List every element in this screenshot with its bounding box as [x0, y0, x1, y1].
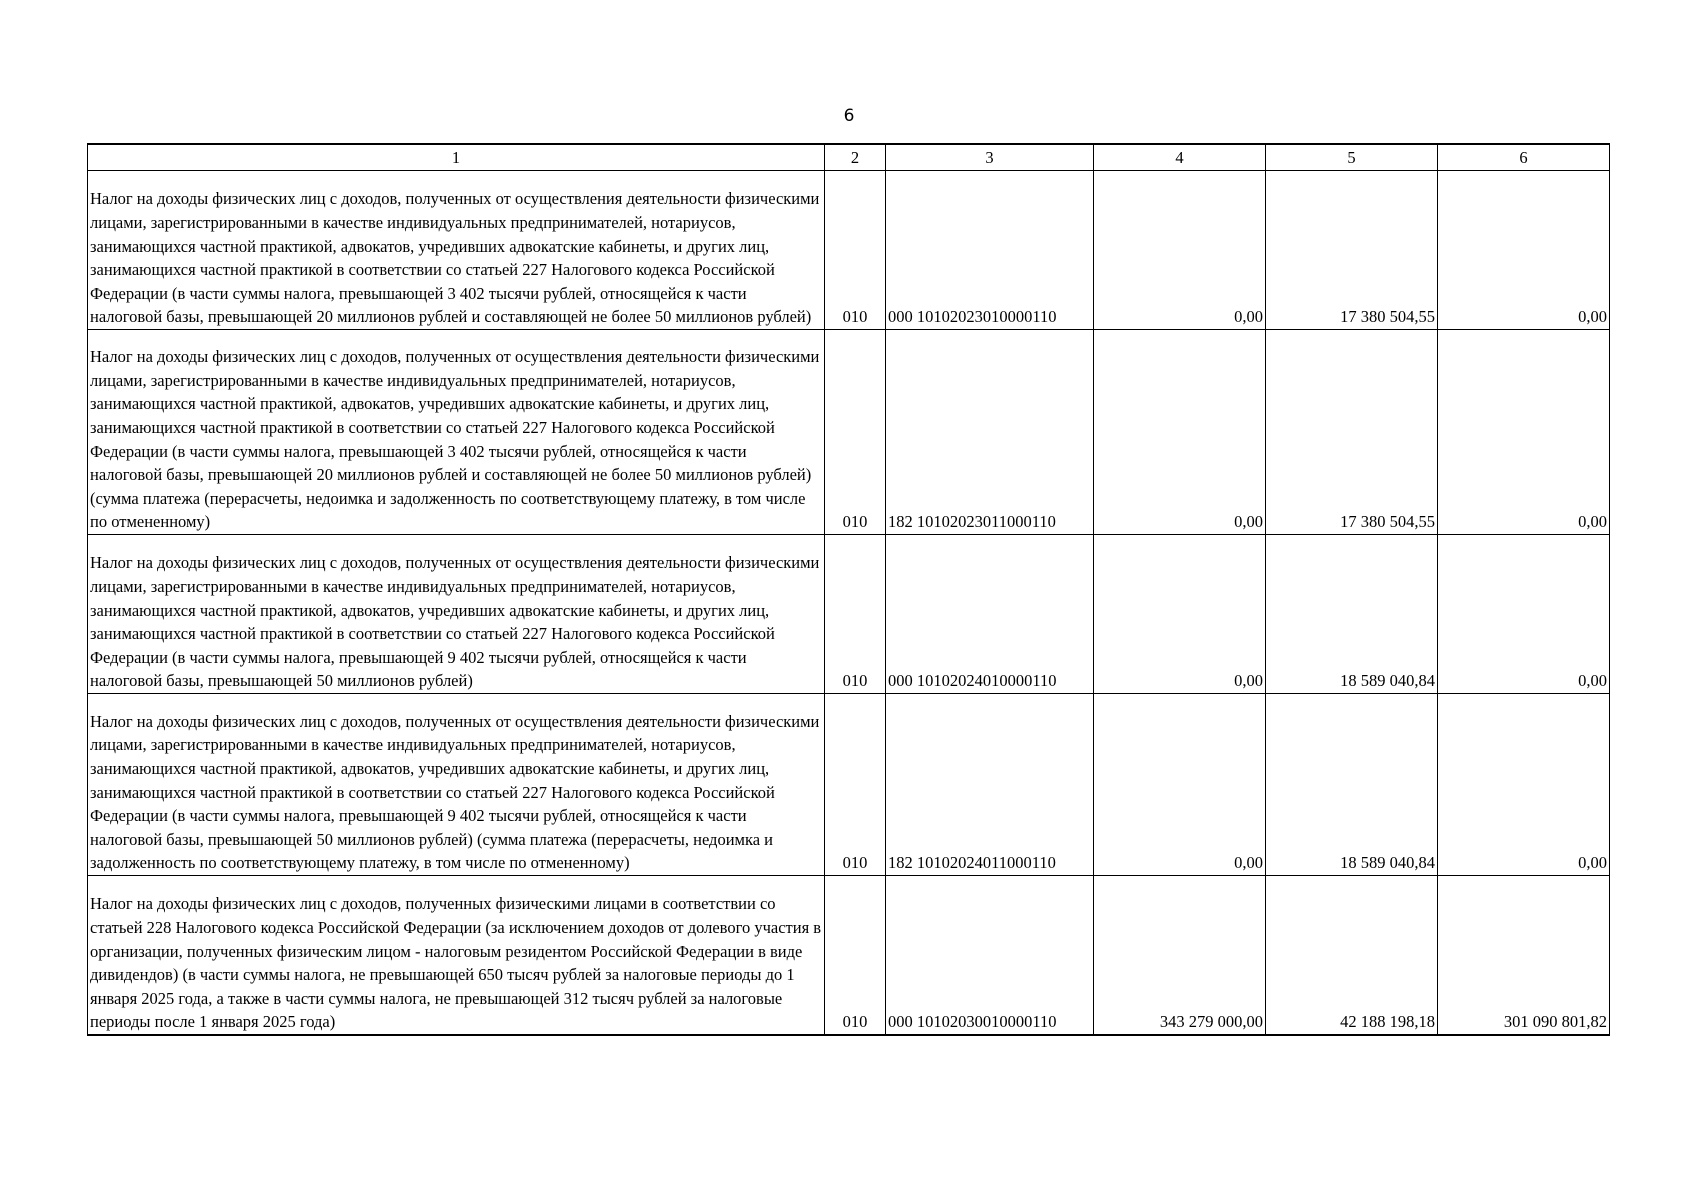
row-description: Налог на доходы физических лиц с доходов, полученных от осуществления деятельности физическими лицами, зарегистрированными в качестве индивидуальных предпринимателей, нотариусов, занимающихся частной практикой, адвокатов, учредивших адвокатские кабинеты, и других лиц, занимающихся частной практикой в соответствии со статьей 227 Налогового кодекса Российской Федерации (в части суммы налога, превышающей 3 402 тысячи рублей, относящейся к части налоговой базы, превышающей 20 миллионов рублей и составляющей не более 50 миллионов рублей) (сумма платежа (перерасчеты, недоимка и задолженность по соответствующему платежу, в том числе по отмененному)	[88, 330, 825, 535]
row-budget-code: 000 10102030010000110	[886, 876, 1094, 1036]
table-row	[88, 876, 1610, 1036]
row-line-code: 010	[825, 171, 886, 330]
table-row	[88, 330, 1610, 535]
table-header	[88, 144, 1610, 171]
table-body	[88, 171, 1610, 1036]
header-row	[88, 144, 1610, 171]
page-number: 6	[843, 106, 855, 126]
row-budget-code: 182 10102023011000110	[886, 330, 1094, 535]
table-row	[88, 535, 1610, 694]
row-description: Налог на доходы физических лиц с доходов, полученных от осуществления деятельности физическими лицами, зарегистрированными в качестве индивидуальных предпринимателей, нотариусов, занимающихся частной практикой, адвокатов, учредивших адвокатские кабинеты, и других лиц, занимающихся частной практикой в соответствии со статьей 227 Налогового кодекса Российской Федерации (в части суммы налога, превышающей 9 402 тысячи рублей, относящейся к части налоговой базы, превышающей 50 миллионов рублей) (сумма платежа (перерасчеты, недоимка и задолженность по соответствующему платежу, в том числе по отмененному)	[88, 694, 825, 876]
budget-table	[87, 143, 1610, 1036]
row-description: Налог на доходы физических лиц с доходов, полученных от осуществления деятельности физическими лицами, зарегистрированными в качестве индивидуальных предпринимателей, нотариусов, занимающихся частной практикой, адвокатов, учредивших адвокатские кабинеты, и других лиц, занимающихся частной практикой в соответствии со статьей 227 Налогового кодекса Российской Федерации (в части суммы налога, превышающей 9 402 тысячи рублей, относящейся к части налоговой базы, превышающей 50 миллионов рублей)	[88, 535, 825, 694]
row-value-col6: 0,00	[1438, 694, 1610, 876]
row-value-col6: 0,00	[1438, 330, 1610, 535]
row-value-col5: 17 380 504,55	[1266, 330, 1438, 535]
row-budget-code: 000 10102023010000110	[886, 171, 1094, 330]
row-description: Налог на доходы физических лиц с доходов, полученных физическими лицами в соответствии со статьей 228 Налогового кодекса Российской Федерации (за исключением доходов от долевого участия в организации, полученных физическим лицом - налоговым резидентом Российской Федерации в виде дивидендов) (в части суммы налога, не превышающей 650 тысяч рублей за налоговые периоды до 1 января 2025 года, а также в части суммы налога, не превышающей 312 тысяч рублей за налоговые периоды после 1 января 2025 года)	[88, 876, 825, 1036]
row-value-col4: 343 279 000,00	[1094, 876, 1266, 1036]
column-header-4: 4	[1094, 144, 1266, 171]
row-description: Налог на доходы физических лиц с доходов, полученных от осуществления деятельности физическими лицами, зарегистрированными в качестве индивидуальных предпринимателей, нотариусов, занимающихся частной практикой, адвокатов, учредивших адвокатские кабинеты, и других лиц, занимающихся частной практикой в соответствии со статьей 227 Налогового кодекса Российской Федерации (в части суммы налога, превышающей 3 402 тысячи рублей, относящейся к части налоговой базы, превышающей 20 миллионов рублей и составляющей не более 50 миллионов рублей)	[88, 171, 825, 330]
row-line-code: 010	[825, 876, 886, 1036]
row-value-col4: 0,00	[1094, 535, 1266, 694]
column-header-3: 3	[886, 144, 1094, 171]
row-line-code: 010	[825, 694, 886, 876]
row-value-col6: 301 090 801,82	[1438, 876, 1610, 1036]
row-value-col6: 0,00	[1438, 171, 1610, 330]
row-value-col5: 18 589 040,84	[1266, 535, 1438, 694]
table-row	[88, 694, 1610, 876]
row-value-col5: 17 380 504,55	[1266, 171, 1438, 330]
row-value-col4: 0,00	[1094, 171, 1266, 330]
row-value-col6: 0,00	[1438, 535, 1610, 694]
row-value-col5: 42 188 198,18	[1266, 876, 1438, 1036]
row-line-code: 010	[825, 330, 886, 535]
row-line-code: 010	[825, 535, 886, 694]
column-header-5: 5	[1266, 144, 1438, 171]
row-value-col4: 0,00	[1094, 694, 1266, 876]
row-budget-code: 000 10102024010000110	[886, 535, 1094, 694]
row-value-col5: 18 589 040,84	[1266, 694, 1438, 876]
row-budget-code: 182 10102024011000110	[886, 694, 1094, 876]
column-header-6: 6	[1438, 144, 1610, 171]
column-header-2: 2	[825, 144, 886, 171]
column-header-1: 1	[88, 144, 825, 171]
table-row	[88, 171, 1610, 330]
row-value-col4: 0,00	[1094, 330, 1266, 535]
